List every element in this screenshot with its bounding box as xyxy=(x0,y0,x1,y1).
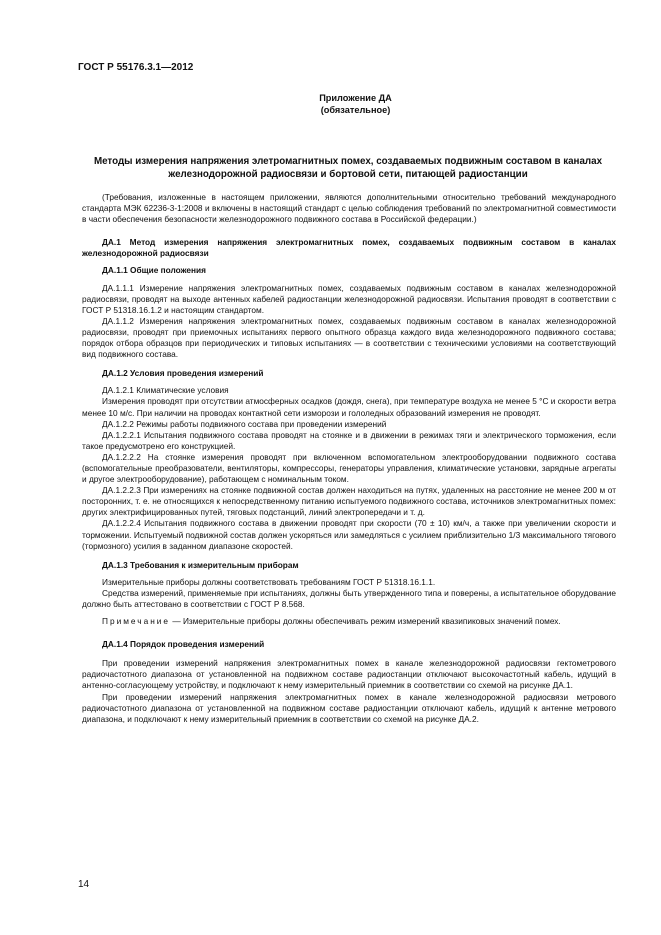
note-label: Примечание xyxy=(102,616,171,627)
paragraph-da121-text: Измерения проводят при отсутствии атмосферных осадков (дождя, снега), при температуре воздуха не менее 5 °С и скорости ветра менее 10 м/с. При наличии на проводах контактной сети изморози и гололедных образований измерения не проводят. xyxy=(82,396,616,418)
document-code: ГОСТ Р 55176.3.1—2012 xyxy=(78,62,194,73)
paragraph-da1223: ДА.1.2.2.3 При измерениях на стоянке подвижной состав должен находиться на путях, удаленных на расстояние не менее 200 м от посторонних, т. е. не относящихся к непосредственному питанию испытуемого подвижного состава, источников электромагнитных помех: других электрифицированных путей, тяговых подстанций, линий электропередачи и т. д. xyxy=(82,485,616,518)
section-da14-heading: ДА.1.4 Порядок проведения измерений xyxy=(102,639,265,650)
paragraph-da122: ДА.1.2.2 Режимы работы подвижного состава при проведении измерений xyxy=(102,418,387,429)
paragraph-da111: ДА.1.1.1 Измерение напряжения электромагнитных помех, создаваемых подвижным составом в каналах железнодорожной радиосвязи, проводят на выходе антенных кабелей радиостанции железнодорожной радиосвязи. Испытания проводят в соответствии с ГОСТ Р 51318.16.1.2 и настоящим стандартом. xyxy=(82,282,616,315)
appendix-main-title: Методы измерения напряжения элетромагнитных помех, создаваемых подвижным составом в каналах железнодорожной радиосвязи и бортовой сети, питающей радиостанции xyxy=(93,156,603,180)
appendix-heading xyxy=(0,92,661,116)
note-paragraph xyxy=(82,616,616,627)
intro-paragraph: (Требования, изложенные в настоящем приложении, являются дополнительными относительно требований международного стандарта МЭК 62236-3-1:2008 и включены в настоящий стандарт с целью соблюдения требований по электромагнитной совместимости в части обеспечения безопасности железнодорожного подвижного состава в Российской федерации.) xyxy=(82,192,616,225)
paragraph-da14-2: При проведении измерений напряжения электромагнитных помех в канале железнодорожной радиосвязи метрового радиочастотного диапазона от установленной на подвижном составе радиостанции отключают кабель, идущий к антенне метрового диапазона, и подключают к нему измерительный приемник в соответствии со схемой на рисунке ДА.2. xyxy=(82,691,616,724)
section-da11-heading: ДА.1.1 Общие положения xyxy=(102,265,206,276)
paragraph-da13-2: Средства измерений, применяемые при испытаниях, должны быть утвержденного типа и поверены, а испытательное оборудование должно быть аттестовано в соответствии с ГОСТ Р 8.568. xyxy=(82,587,616,609)
paragraph-da14-1: При проведении измерений напряжения электромагнитных помех в канале железнодорожной радиосвязи гектометрового радиочастотного диапазона от установленной на подвижном составе радиостанции отключают высокочастотный кабель, идущий в антенно-согласующему устройству, и подключают к нему измерительный приемник в соответствии со схемой на рисунке ДА.1. xyxy=(82,658,616,691)
paragraph-da1222: ДА.1.2.2.2 На стоянке измерения проводят при включенном вспомогательном электрооборудовании подвижного состава (вспомогательные преобразователи, вентиляторы, компрессоры, генераторы управления, климатические установки, зарядные агрегаты и другое электрооборудование), работающем с номинальным током. xyxy=(82,451,616,485)
note-text: — Измерительные приборы должны обеспечивать режим измерений квазипиковых значений помех. xyxy=(170,616,561,627)
paragraph-da13-1: Измерительные приборы должны соответствовать требованиям ГОСТ Р 51318.16.1.1. xyxy=(102,576,436,587)
appendix-status: (обязательное) xyxy=(320,105,391,115)
paragraph-da121: ДА.1.2.1 Климатические условия xyxy=(102,385,229,396)
section-da12-heading: ДА.1.2 Условия проведения измерений xyxy=(102,368,264,379)
paragraph-da1221: ДА.1.2.2.1 Испытания подвижного состава проводят на стоянке и в движении в режимах тяги и электрического торможения, если такое предусмотрено его конструкцией. xyxy=(82,429,616,451)
page-number: 14 xyxy=(78,879,90,890)
appendix-title: Приложение ДА xyxy=(319,93,392,103)
section-da1-heading: ДА.1 Метод измерения напряжения электромагнитных помех, создаваемых подвижным составом в каналах железнодорожной радиосвязи xyxy=(82,237,616,259)
paragraph-da112: ДА.1.1.2 Измерения напряжения электромагнитных помех, создаваемых подвижным составом в каналах железнодорожной радиосвязи, проводят при приемочных испытаниях первого опытного образца каждого вида железнодорожного подвижного состава; порядок отбора образцов при периодических и типовых испытаниях — в соответствии с техническими условиями на соответствующий вид подвижного состава. xyxy=(82,315,616,360)
document-body xyxy=(82,192,616,725)
section-da13-heading: ДА.1.3 Требования к измерительным приборам xyxy=(102,559,299,570)
paragraph-da1224: ДА.1.2.2.4 Испытания подвижного состава в движении проводят при скорости (70 ± 10) км/ч, а также при увеличении скорости и торможении. Испытуемый подвижной состав должен ускоряться или замедляться с усилием приблизительно 1/3 максимального тягового (тормозного) усилия в заданном диапазоне скоростей. xyxy=(82,518,616,551)
